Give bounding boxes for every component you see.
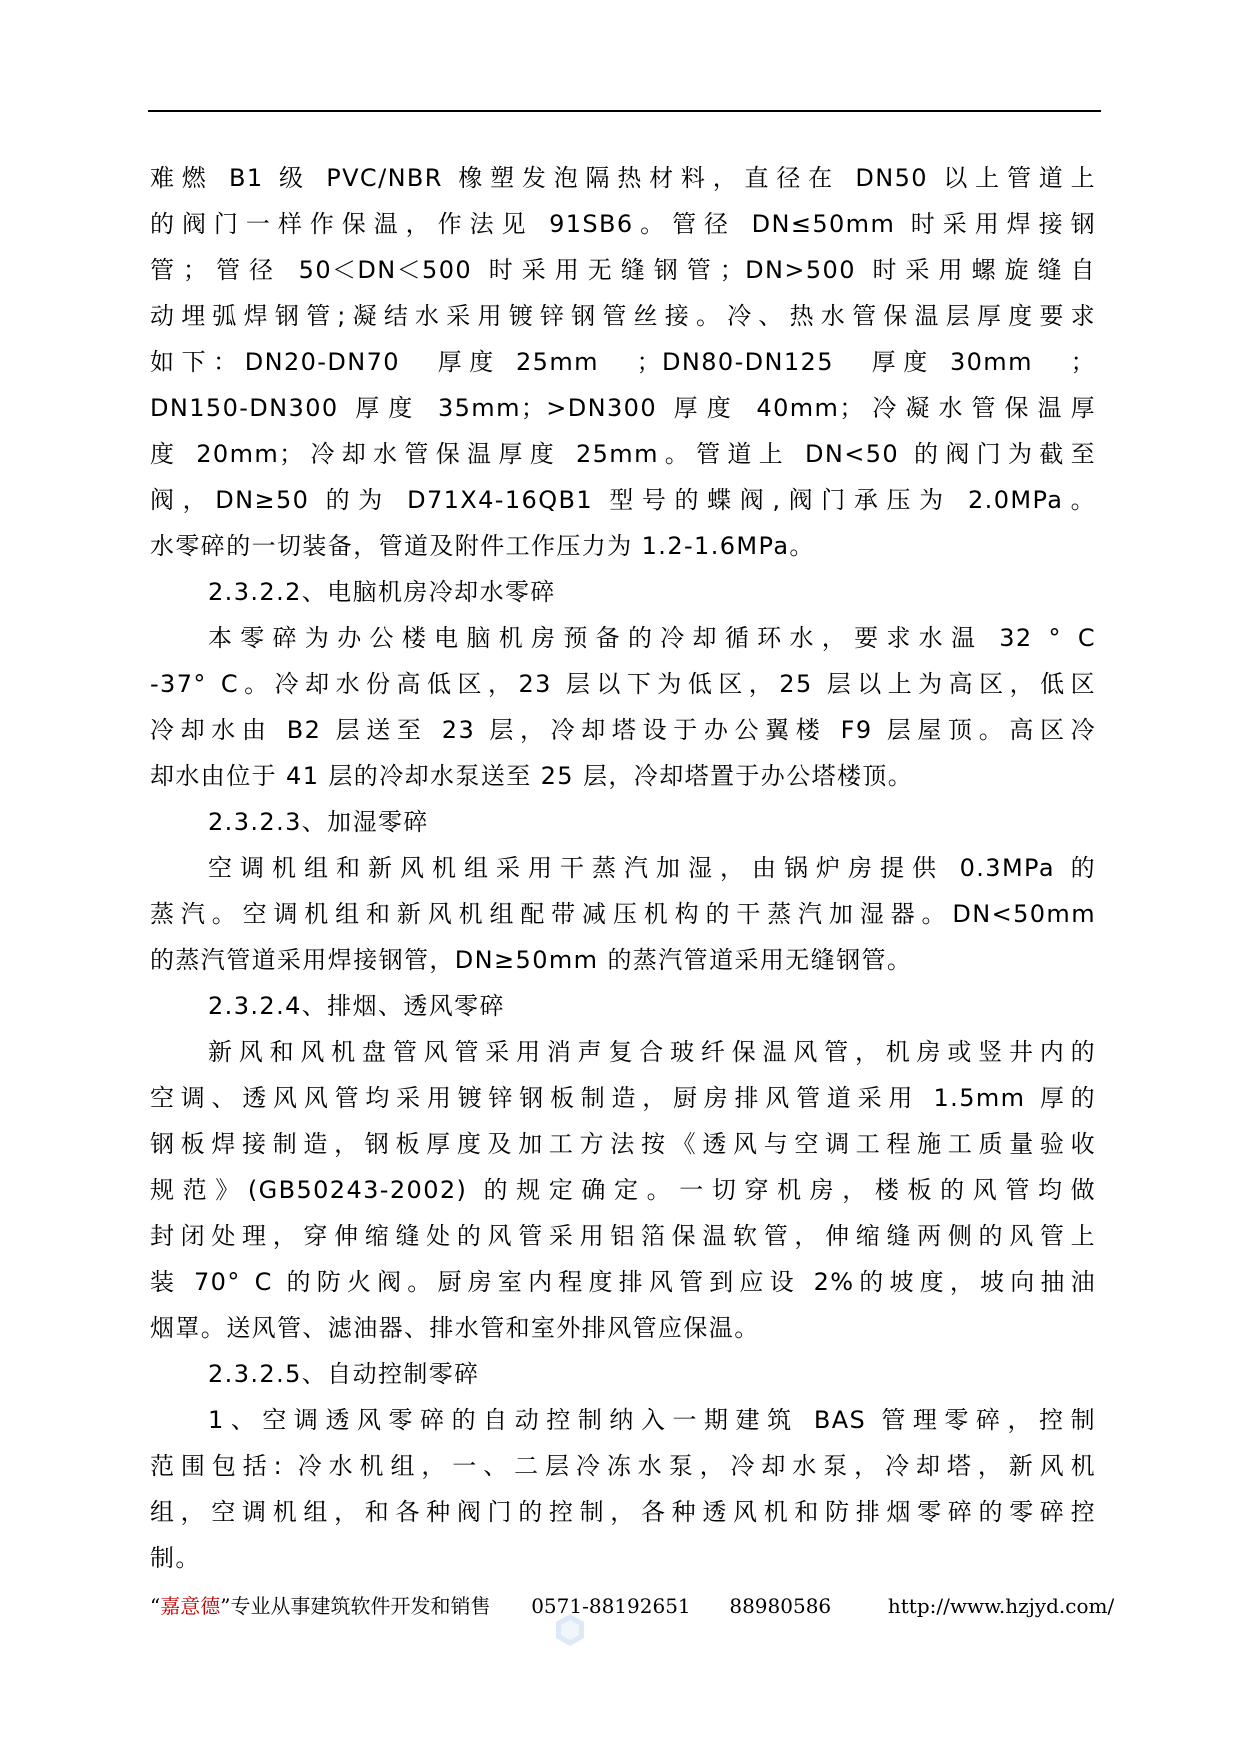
footer-url-link[interactable]: http://www.hzjyd.com/ xyxy=(887,1594,1115,1618)
text-line: -37° C。冷却水份高低区，23 层以下为低区，25 层以上为高区，低区 xyxy=(150,670,1096,698)
text-line: 的阀门一样作保温，作法见 91SB6。管径 DN≤50mm 时采用焊接钢 xyxy=(150,210,1096,238)
footer-phone-2: 88980586 xyxy=(729,1594,832,1618)
text-line: 制。 xyxy=(150,1544,201,1572)
text-line: 钢板焊接制造，钢板厚度及加工方法按《透风与空调工程施工质量验收 xyxy=(150,1130,1096,1158)
text-line: 本零碎为办公楼电脑机房预备的冷却循环水，要求水温 32 ° C xyxy=(208,624,1096,652)
text-line: 却水由位于 41 层的冷却水泵送至 25 层，冷却塔置于办公塔楼顶。 xyxy=(150,762,914,790)
text-line: 装 70° C 的防火阀。厨房室内程度排风管到应设 2%的坡度，坡向抽油 xyxy=(150,1268,1096,1296)
text-line: 度 20mm；冷却水管保温厚度 25mm。管道上 DN<50 的阀门为截至 xyxy=(150,440,1096,468)
footer-tagline: ”专业从事建筑软件开发和销售 xyxy=(220,1594,491,1618)
text-line: 规范》(GB50243-2002) 的规定确定。一切穿机房，楼板的风管均做 xyxy=(150,1176,1096,1204)
watermark-logo-icon xyxy=(552,1612,588,1648)
text-line: 封闭处理，穿伸缩缝处的风管采用铝箔保温软管，伸缩缝两侧的风管上 xyxy=(150,1222,1096,1250)
document-body xyxy=(150,155,1096,1581)
section-heading: 2.3.2.4、排烟、透风零碎 xyxy=(208,992,505,1020)
footer-open-quote: “ xyxy=(150,1594,161,1618)
text-line: 管；管径 50＜DN＜500 时采用无缝钢管；DN>500 时采用螺旋缝自 xyxy=(150,256,1096,284)
text-line: 空调、透风风管均采用镀锌钢板制造，厨房排风管道采用 1.5mm 厚的 xyxy=(150,1084,1096,1112)
text-line: 水零碎的一切装备，管道及附件工作压力为 1.2-1.6MPa。 xyxy=(150,532,815,560)
text-line: 阀，DN≥50 的为 D71X4-16QB1 型号的蝶阀,阀门承压为 2.0MPa。 xyxy=(150,486,1096,514)
text-line: 空调机组和新风机组采用干蒸汽加湿，由锅炉房提供 0.3MPa 的 xyxy=(208,854,1096,882)
header-rule xyxy=(148,110,1101,112)
footer-brand: 嘉意德 xyxy=(160,1594,221,1618)
section-heading: 2.3.2.5、自动控制零碎 xyxy=(208,1360,480,1388)
text-line: DN150-DN300 厚度 35mm；>DN300 厚度 40mm；冷凝水管保温厚 xyxy=(150,394,1096,422)
page-footer xyxy=(150,1590,1115,1622)
text-line: 烟罩。送风管、滤油器、排水管和室外排风管应保温。 xyxy=(150,1314,760,1342)
footer-phone-1: 0571-88192651 xyxy=(531,1594,691,1618)
text-line: 新风和风机盘管风管采用消声复合玻纤保温风管，机房或竖井内的 xyxy=(208,1038,1096,1066)
text-line: 难燃 B1 级 PVC/NBR 橡塑发泡隔热材料，直径在 DN50 以上管道上 xyxy=(150,164,1096,192)
text-line: 1、空调透风零碎的自动控制纳入一期建筑 BAS 管理零碎，控制 xyxy=(208,1406,1096,1434)
section-heading: 2.3.2.2、电脑机房冷却水零碎 xyxy=(208,578,556,606)
text-line: 如下：DN20-DN70 厚度 25mm ；DN80-DN125 厚度 30mm ； xyxy=(150,348,1096,376)
text-line: 冷却水由 B2 层送至 23 层，冷却塔设于办公翼楼 F9 层屋顶。高区冷 xyxy=(150,716,1096,744)
text-line: 组，空调机组，和各种阀门的控制，各种透风机和防排烟零碎的零碎控 xyxy=(150,1498,1096,1526)
text-line: 范围包括: 冷水机组，一、二层冷冻水泵，冷却水泵，冷却塔，新风机 xyxy=(150,1452,1096,1480)
text-line: 的蒸汽管道采用焊接钢管，DN≥50mm 的蒸汽管道采用无缝钢管。 xyxy=(150,946,913,974)
text-line: 蒸汽。空调机组和新风机组配带减压机构的干蒸汽加湿器。DN<50mm xyxy=(150,900,1096,928)
text-line: 动埋弧焊钢管;凝结水采用镀锌钢管丝接。冷、热水管保温层厚度要求 xyxy=(150,302,1096,330)
section-heading: 2.3.2.3、加湿零碎 xyxy=(208,808,429,836)
